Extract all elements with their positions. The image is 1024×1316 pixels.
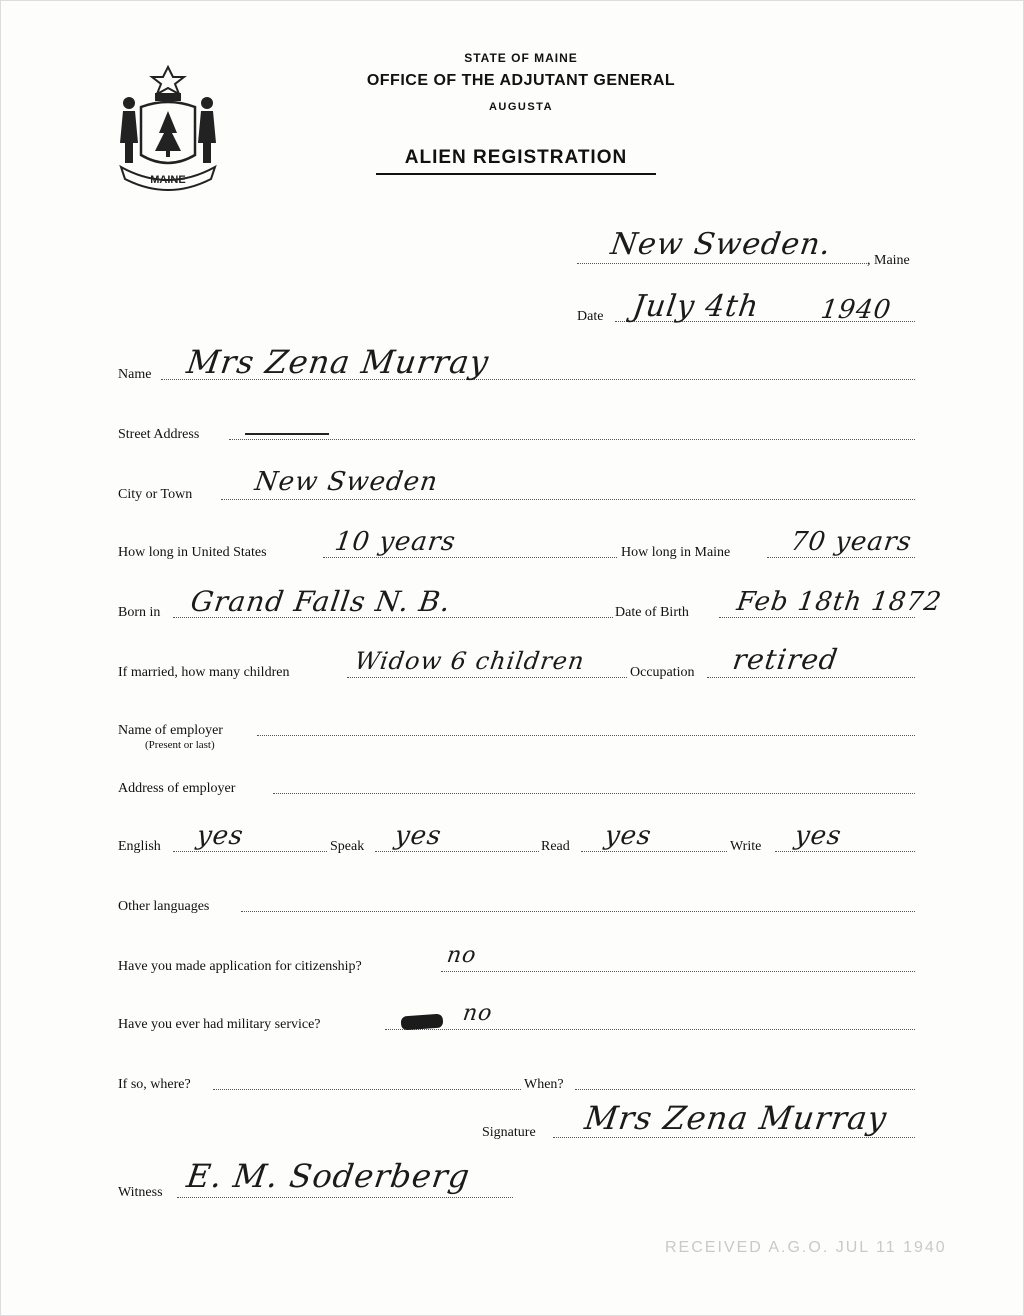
- citizenship-value: no: [445, 943, 479, 968]
- english-value: yes: [194, 821, 246, 851]
- us-duration-line: [323, 557, 617, 558]
- where-label: If so, where?: [118, 1077, 191, 1092]
- location-line: [577, 263, 867, 264]
- employer-label: Name of employer: [118, 723, 223, 738]
- street-label: Street Address: [118, 427, 200, 442]
- where-line: [213, 1089, 521, 1090]
- citizenship-label: Have you made application for citizenship?: [118, 959, 362, 974]
- write-label: Write: [730, 839, 762, 854]
- write-value: yes: [792, 821, 844, 851]
- signature-line: [553, 1137, 915, 1138]
- state-of-maine-seal-icon: [111, 63, 225, 191]
- date-value: July 4th: [630, 289, 762, 324]
- english-line: [173, 851, 327, 852]
- speak-value: yes: [392, 821, 444, 851]
- birth-date-line: [719, 617, 915, 618]
- english-label: English: [118, 839, 161, 854]
- employer-sub-label: (Present or last): [145, 739, 215, 751]
- city-value: New Sweden: [252, 467, 440, 497]
- employer-address-label: Address of employer: [118, 781, 236, 796]
- date-year: 1940: [818, 295, 894, 325]
- citizenship-line: [441, 971, 915, 972]
- born-label: Born in: [118, 605, 161, 620]
- military-line: [385, 1029, 915, 1030]
- military-label: Have you ever had military service?: [118, 1017, 321, 1032]
- employer-address-line: [273, 793, 915, 794]
- header-city: AUGUSTA: [488, 101, 554, 113]
- other-languages-line: [241, 911, 915, 912]
- speak-label: Speak: [330, 839, 365, 854]
- maine-duration-line: [767, 557, 915, 558]
- date-label: Date: [577, 309, 604, 324]
- birth-date-value: Feb 18th 1872: [734, 587, 944, 617]
- header-office: OFFICE OF THE ADJUTANT GENERAL: [366, 72, 676, 89]
- children-label: If married, how many children: [118, 665, 290, 680]
- read-line: [581, 851, 727, 852]
- signature-label: Signature: [482, 1125, 536, 1140]
- born-value: Grand Falls N. B.: [188, 585, 454, 618]
- when-line: [575, 1089, 915, 1090]
- seal-label: MAINE: [150, 174, 186, 186]
- occupation-line: [707, 677, 915, 678]
- us-duration-label: How long in United States: [118, 545, 267, 560]
- received-stamp: RECEIVED A.G.O. JUL 11 1940: [665, 1239, 947, 1256]
- scribble-mark: [401, 1014, 444, 1031]
- witness-line: [177, 1197, 513, 1198]
- street-line: [229, 439, 915, 440]
- signature-value: Mrs Zena Murray: [582, 1099, 890, 1137]
- us-duration-value: 10 years: [332, 527, 458, 557]
- occupation-label: Occupation: [630, 665, 695, 680]
- street-dash-mark: [245, 433, 329, 435]
- name-value: Mrs Zena Murray: [184, 343, 492, 381]
- birth-date-label: Date of Birth: [615, 605, 689, 620]
- speak-line: [375, 851, 539, 852]
- read-label: Read: [541, 839, 570, 854]
- children-value: Widow 6 children: [353, 647, 587, 675]
- city-label: City or Town: [118, 487, 193, 502]
- employer-line: [257, 735, 915, 736]
- witness-label: Witness: [118, 1185, 163, 1200]
- military-value: no: [461, 1001, 495, 1026]
- city-line: [221, 499, 915, 500]
- witness-value: E. M. Soderberg: [184, 1157, 473, 1195]
- write-line: [775, 851, 915, 852]
- occupation-value: retired: [730, 643, 841, 676]
- maine-duration-value: 70 years: [788, 527, 914, 557]
- when-label: When?: [524, 1077, 564, 1092]
- form-title: ALIEN REGISTRATION: [376, 147, 656, 175]
- maine-duration-label: How long in Maine: [621, 545, 731, 560]
- name-label: Name: [118, 367, 152, 382]
- location-suffix: , Maine: [867, 253, 910, 268]
- header-state: STATE OF MAINE: [464, 51, 578, 65]
- children-line: [347, 677, 627, 678]
- other-languages-label: Other languages: [118, 899, 210, 914]
- read-value: yes: [602, 821, 654, 851]
- location-value: New Sweden.: [608, 227, 834, 262]
